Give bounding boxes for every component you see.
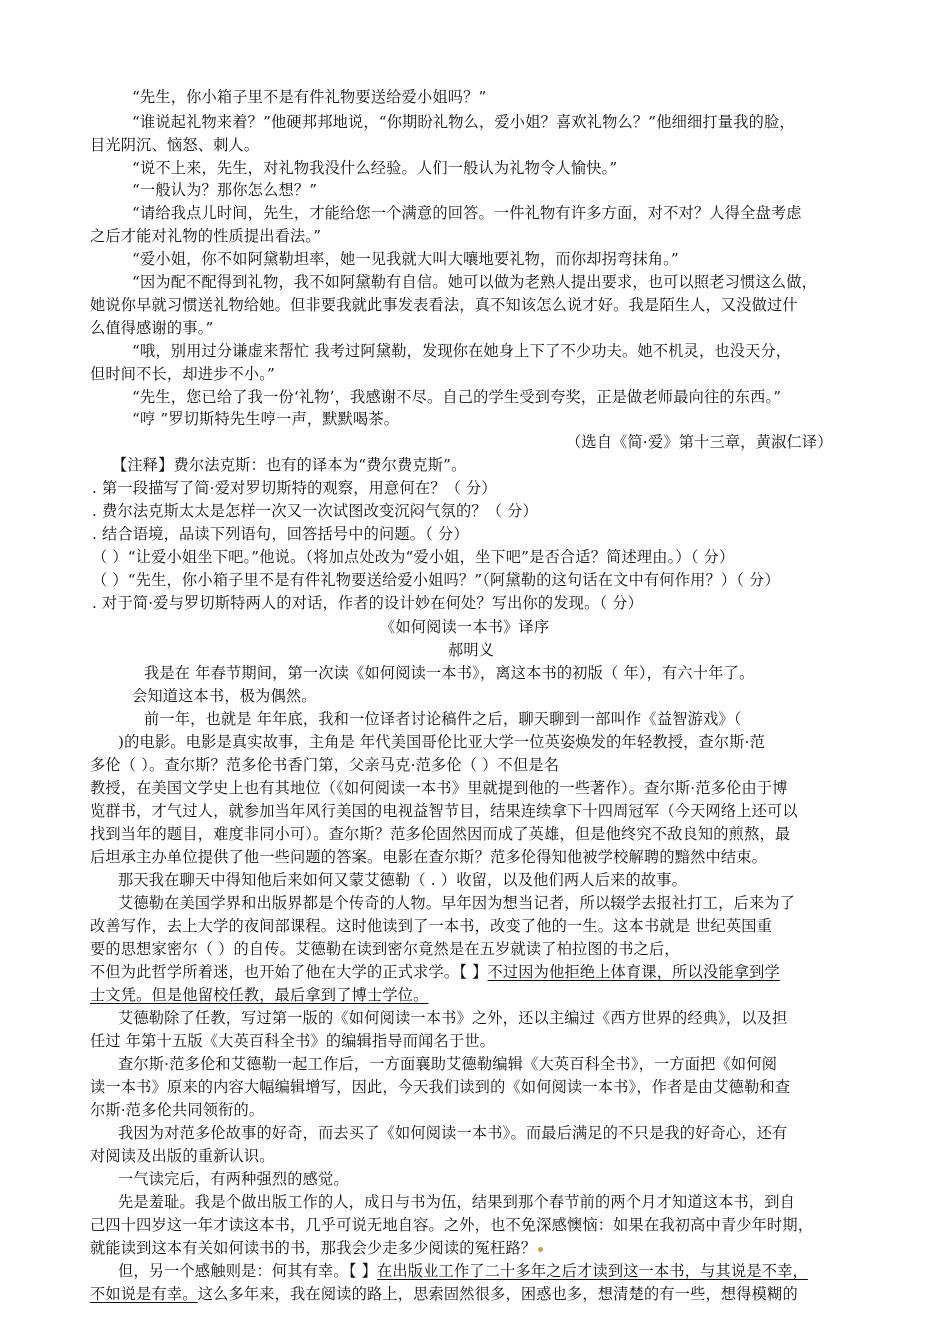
paragraph-line: “先生，您已给了我一份‘礼物’，我感谢不尽。自己的学生受到夸奖，正是做老师最向往的东西。” — [132, 388, 782, 406]
line-text: 但，另一个感触则是：何其有幸。【 】 — [118, 1262, 378, 1280]
paragraph-line: 那天我在聊天中得知他后来如何又蒙艾德勒（ . ）收留，以及他们两人后来的故事。 — [118, 871, 688, 889]
paragraph-line: 找到当年的题目，难度非同小可）。查尔斯？范多伦固然因而成了英雄，但是他终究不敌良知的煎熬，最 — [90, 825, 791, 843]
article-author: 郝明义 — [448, 641, 495, 659]
paragraph-line: 但时间不长，却进步不小。” — [90, 365, 276, 383]
paragraph-line: 对阅读及出版的重新认识。 — [90, 1147, 275, 1165]
paragraph-line — [118, 1260, 808, 1282]
line-text: 不但为此哲学所着迷，也开始了他在大学的正式求学。【 】 — [90, 963, 488, 981]
paragraph-line: 览群书，才气过人，就参加当年风行美国的电视益智节目，结果连续拿下十四周冠军（今天网络上还可以 — [90, 802, 798, 820]
paragraph-line: “谁说起礼物来着？”他硬邦邦地说，“你期盼礼物么，爱小姐？喜欢礼物么？”他细细打量我的脸， — [132, 113, 795, 131]
paragraph-line: 艾德勒在美国学界和出版界都是个传奇的人物。早年因为想当记者，所以辍学去报社打工，后来为了 — [118, 894, 796, 912]
paragraph-line: 读一本书》原来的内容大幅编辑增写，因此，今天我们读到的《如何阅读一本书》，作者是由艾德勒和查 — [90, 1078, 791, 1096]
paragraph-line — [90, 961, 780, 983]
paragraph-line: 查尔斯·范多伦和艾德勒一起工作后，一方面襄助艾德勒编辑《大英百科全书》，一方面把《如何阅 — [118, 1055, 778, 1073]
paragraph-line: 后坦承主办单位提供了他一些问题的答案。电影在查尔斯？范多伦得知他被学校解聘的黯然中结束。 — [90, 848, 768, 866]
paragraph-line — [90, 1283, 798, 1305]
question-item: . 结合语境，品读下列语句，回答括号中的问题。（ 分） — [92, 525, 469, 543]
underlined-sentence: 不如说是有幸。 — [90, 1285, 198, 1303]
underlined-sentence: 不过因为他拒绝上体育课，所以没能拿到学 — [487, 963, 780, 981]
paragraph-line: 目光阴沉、恼怒、刺人。 — [90, 136, 260, 154]
paragraph-line: “因为配不配得到礼物，我不如阿黛勒有自信。她可以做为老熟人提出要求，也可以照老习惯这么做， — [132, 273, 818, 291]
marker-dot — [538, 1247, 543, 1252]
paragraph-line: 教授，在美国文学史上也有其地位（《如何阅读一本书》里就提到他的一些著作）。查尔斯·范多伦由于博 — [90, 779, 788, 797]
paragraph-line: 多伦（ ）。查尔斯？范多伦书香门第，父亲马克·范多伦（ ）不但是名 — [90, 756, 560, 774]
question-item: （ ）“先生，你小箱子里不是有件礼物要送给爱小姐吗？”（阿黛勒的这句话在文中有何作用？）（ 分） — [92, 571, 780, 589]
paragraph-line: 前一年，也就是 年年底，我和一位译者讨论稿件之后，聊天聊到一部叫作《益智游戏》（ — [144, 710, 742, 728]
article-title: 《如何阅读一本书》译序 — [380, 618, 550, 636]
paragraph-line: “哼 ”罗切斯特先生哼一声，默默喝茶。 — [132, 410, 400, 428]
paragraph-line: “哦，别用过分谦虚来帮忙 我考过阿黛勒，发现你在她身上下了不少功夫。她不机灵，也没天分， — [132, 342, 792, 360]
underlined-sentence: 士文凭。但是他留校任教，最后拿到了博士学位。 — [90, 986, 429, 1004]
paragraph-line: 任过 年第十五版《大英百科全书》的编辑指导而闻名于世。 — [90, 1032, 496, 1050]
paragraph-line: “请给我点儿时间，先生，才能给您一个满意的回答。一件礼物有许多方面，对不对？人得全盘考虑 — [132, 204, 802, 222]
underlined-sentence: 在出版业工作了二十多年之后才读到这一本书，与其说是不幸， — [377, 1262, 808, 1280]
question-item: （ ）“让爱小姐坐下吧。”他说。（将加点处改为“爱小姐，坐下吧”是否合适？简述理由。）（ 分） — [92, 548, 735, 566]
line-text: 就能读到这本有关如何读书的书，那我会少走多少阅读的冤枉路？ — [90, 1239, 537, 1257]
paragraph-line: “先生，你小箱子里不是有件礼物要送给爱小姐吗？” — [132, 88, 487, 106]
question-item: . 第一段描写了简·爱对罗切斯特的观察，用意何在？（ 分） — [92, 479, 497, 497]
paragraph-line: 要的思想家密尔（ ）的自传。艾德勒在读到密尔竟然是在五岁就读了柏拉图的书之后， — [90, 940, 680, 958]
paragraph-line: 会知道这本书，极为偶然。 — [132, 687, 317, 705]
paragraph-line: 尔斯·范多伦共同领衔的。 — [90, 1101, 265, 1119]
paragraph-line: “说不上来，先生，对礼物我没什么经验。人们一般认为礼物令人愉快。” — [132, 159, 618, 177]
annotation-note: 【注释】费尔法克斯：也有的译本为“费尔费克斯”。 — [112, 456, 467, 474]
paragraph-line: 改善写作，去上大学的夜间部课程。这时他读到了一本书，改变了他的一生。这本书就是 世纪英国重 — [90, 917, 773, 935]
paragraph-line: “爱小姐，你不如阿黛勒坦率，她一见我就大叫大嚷地要礼物，而你却拐弯抹角。” — [132, 250, 679, 268]
paragraph-line — [90, 1237, 543, 1259]
source-citation: （选自《简·爱》第十三章，黄淑仁译） — [566, 433, 833, 451]
paragraph-line: 么值得感谢的事。” — [90, 319, 214, 337]
paragraph-line: 她说你早就习惯送礼物给她。但非要我就此事发表看法，真不知该怎么说才好。我是陌生人，又没做过什 — [90, 296, 798, 314]
paragraph-line: 先是羞耻。我是个做出版工作的人，成日与书为伍，结果到那个春节前的两个月才知道这本书，到自 — [118, 1193, 796, 1211]
paragraph-line: 艾德勒除了任教，写过第一版的《如何阅读一本书》之外，还以主编过《西方世界的经典》，以及担 — [118, 1009, 788, 1027]
line-text: 这么多年来，我在阅读的路上，思索固然很多，困惑也多，想清楚的有一些，想得模糊的 — [197, 1285, 798, 1303]
paragraph-line: “一般认为？那你怎么想？” — [132, 181, 318, 199]
paragraph-line: 己四十四岁这一年才读这本书，几乎可说无地自容。之外，也不免深感懊恼：如果在我初高中青少年时期， — [90, 1216, 814, 1234]
paragraph-line: 我因为对范多伦故事的好奇，而去买了《如何阅读一本书》。而最后满足的不只是我的好奇心，还有 — [118, 1124, 788, 1142]
question-item: . 费尔法克斯太太是怎样一次又一次试图改变沉闷气氛的？（ 分） — [92, 502, 538, 520]
paragraph-line: 之后才能对礼物的性质提出看法。” — [90, 227, 322, 245]
paragraph-line: )的电影。电影是真实故事，主角是 年代美国哥伦比亚大学一位英姿焕发的年轻教授，查尔斯·范 — [118, 733, 766, 751]
paragraph-line: 一气读完后，有两种强烈的感觉。 — [118, 1170, 349, 1188]
paragraph-line: 我是在 年春节期间，第一次读《如何阅读一本书》，离这本书的初版（ 年），有六十年了。 — [144, 664, 755, 682]
question-item: . 对于简·爱与罗切斯特两人的对话，作者的设计妙在何处？写出你的发现。（ 分） — [92, 594, 644, 612]
